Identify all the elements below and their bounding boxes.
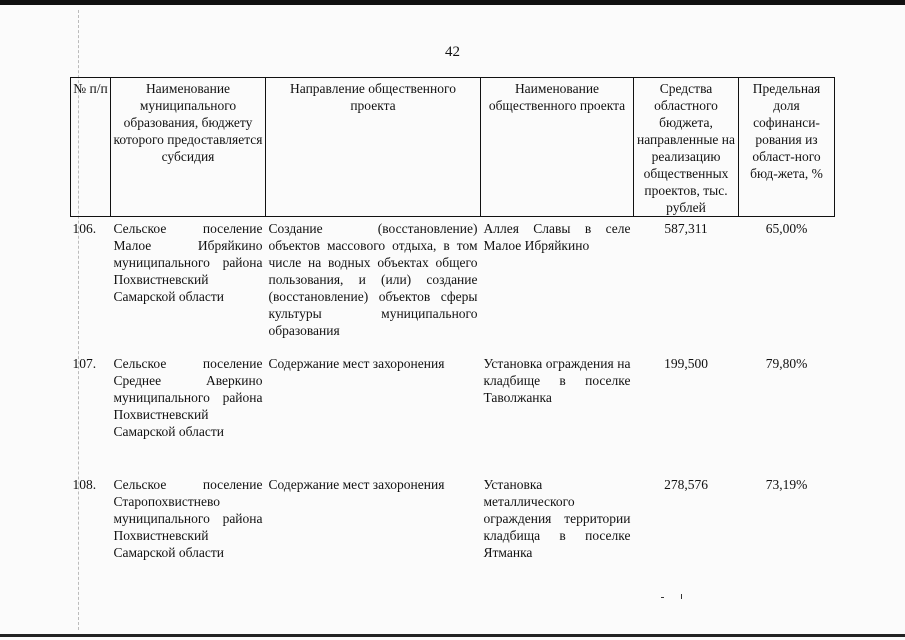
scan-artifact bbox=[681, 594, 682, 599]
header-share: Предельная доля софинанси-рования из област-ного бюд-жета, % bbox=[739, 78, 835, 217]
table-row bbox=[71, 473, 835, 594]
row-number: 106. bbox=[72, 221, 97, 236]
project-cell: Установка металлического ограждения территории кладбища в поселке Ятманка bbox=[483, 477, 631, 560]
header-project: Наименование общественного проекта bbox=[481, 78, 634, 217]
funds-cell: 587,311 bbox=[664, 221, 708, 236]
project-cell: Аллея Славы в селе Малое Ибряйкино bbox=[483, 221, 631, 253]
table-row bbox=[71, 217, 835, 353]
municipality-cell: Сельское поселение Малое Ибряйкино муниципального района Похвистневский Самарской области bbox=[113, 221, 263, 304]
header-municipality: Наименование муниципального образования, бюджету которого предоставляется субсидия bbox=[111, 78, 266, 217]
direction-cell: Содержание мест захоронения bbox=[268, 477, 445, 492]
scan-top-border bbox=[0, 0, 905, 5]
header-num: № п/п bbox=[71, 78, 111, 217]
municipality-cell: Сельское поселение Старопохвистнево муниципального района Похвистневский Самарской области bbox=[113, 477, 263, 560]
share-cell: 65,00% bbox=[765, 221, 808, 236]
table-row bbox=[71, 352, 835, 473]
direction-cell: Содержание мест захоронения bbox=[268, 356, 445, 371]
scan-artifact bbox=[661, 597, 664, 598]
funds-cell: 278,576 bbox=[664, 477, 708, 492]
project-cell: Установка ограждения на кладбище в поселке Таволжанка bbox=[483, 356, 631, 405]
header-direction: Направление общественного проекта bbox=[266, 78, 481, 217]
header-funds: Средства областного бюджета, направленные на реализацию общественных проектов, тыс. рублей bbox=[634, 78, 739, 217]
table-header bbox=[71, 78, 835, 217]
scan-bottom-border bbox=[0, 634, 905, 637]
share-cell: 79,80% bbox=[765, 356, 808, 371]
page-number: 42 bbox=[445, 44, 460, 60]
share-cell: 73,19% bbox=[765, 477, 808, 492]
municipality-cell: Сельское поселение Среднее Аверкино муниципального района Похвистневский Самарской области bbox=[113, 356, 263, 439]
row-number: 107. bbox=[72, 356, 97, 371]
row-number: 108. bbox=[72, 477, 97, 492]
direction-cell: Создание (восстановление) объектов массового отдыха, в том числе на водных объектах общего пользования, и (или) создание (восстановление) объектов сферы культуры муниципального образования bbox=[268, 221, 478, 338]
subsidy-table bbox=[70, 77, 835, 594]
funds-cell: 199,500 bbox=[664, 356, 708, 371]
